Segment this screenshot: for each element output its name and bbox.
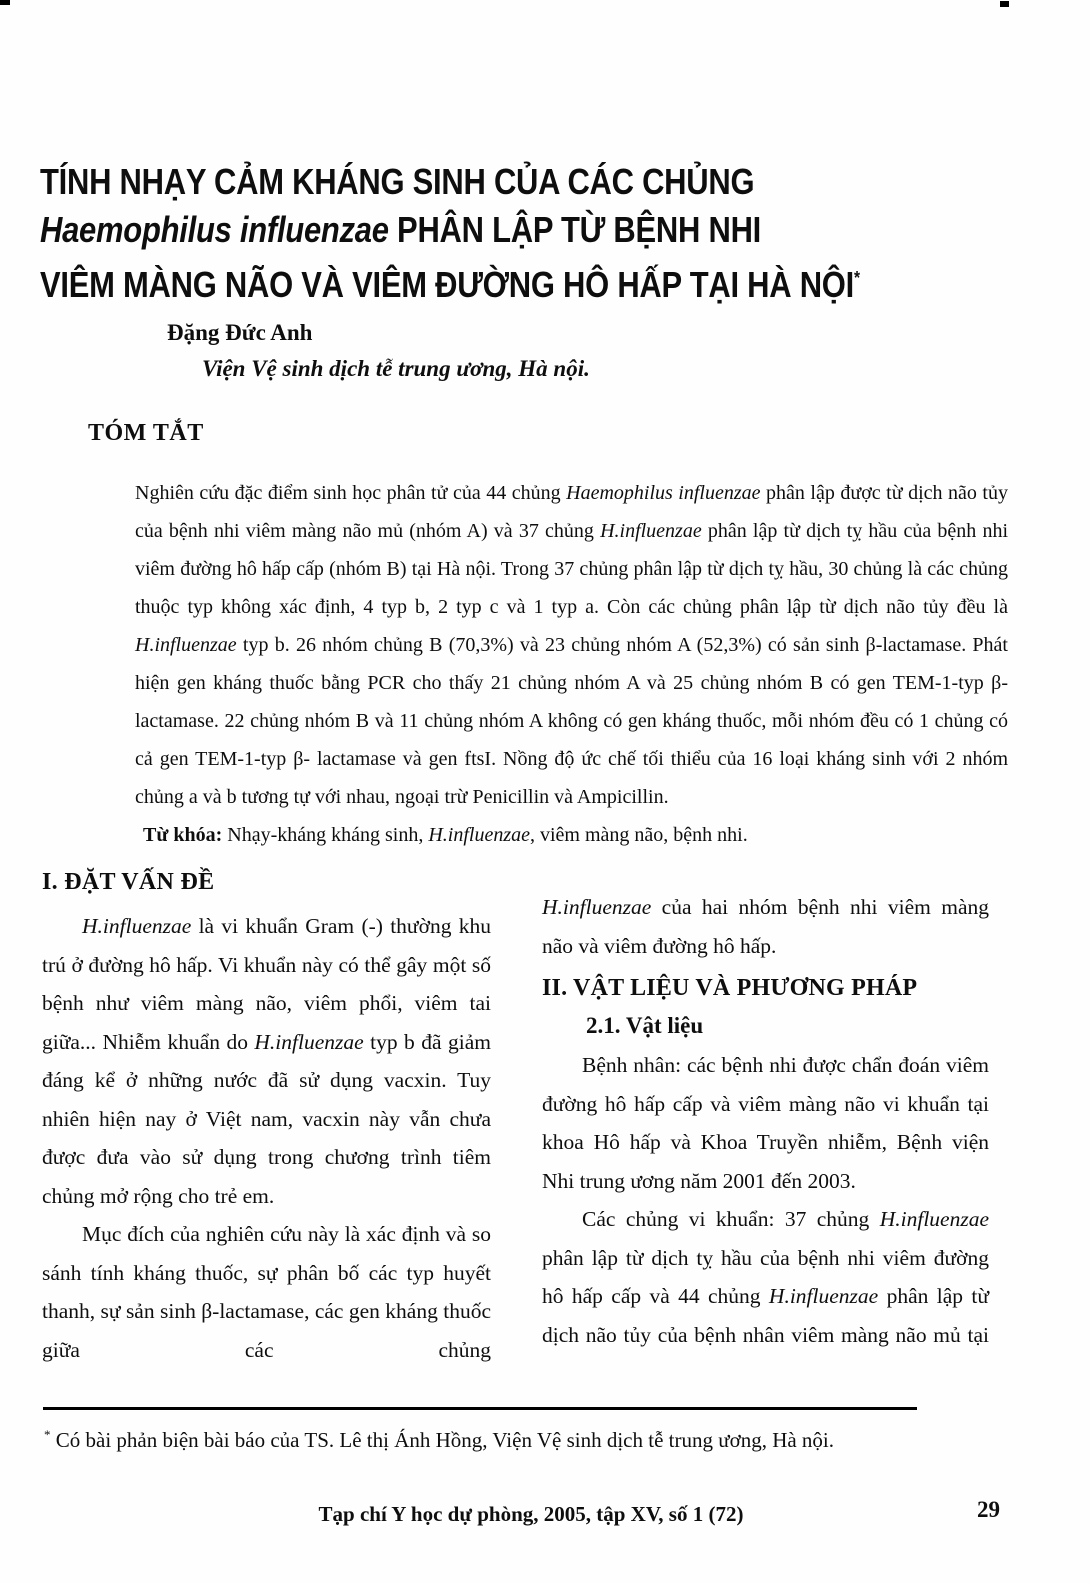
species-name-italic: H.influenzae xyxy=(600,520,702,542)
body-paragraph xyxy=(542,1046,989,1200)
author-name: Đặng Đức Anh xyxy=(167,320,313,345)
footnote-separator-rule xyxy=(43,1407,917,1410)
journal-citation: Tạp chí Y học dự phòng, 2005, tập XV, số 1 (72) xyxy=(318,1502,744,1526)
title-species-name: Haemophilus influenzae xyxy=(40,209,389,250)
body-paragraph xyxy=(542,1200,989,1354)
title-text: PHÂN LẬP TỪ BỆNH NHI xyxy=(388,209,762,250)
scan-artifact-top-left xyxy=(0,0,10,5)
article-title-line3 xyxy=(40,254,909,309)
section-2-heading: II. VẬT LIỆU VÀ PHƯƠNG PHÁP xyxy=(542,975,918,1001)
body-text: Bệnh nhân: các bệnh nhi được chẩn đoán viêm đường hô hấp cấp và viêm màng não vi khuẩn tại khoa Hô hấp và Khoa Truyền nhiễm, Bệnh viện Nhi trung ương năm 2001 đến 2003. xyxy=(542,1053,989,1193)
right-column xyxy=(542,888,989,1354)
body-text: của hai nhóm bệnh nhi viêm màng não và viêm đường hô hấp. xyxy=(542,895,989,958)
abstract-text: typ b. 26 nhóm chủng B (70,3%) và 23 chủng nhóm A (52,3%) có sản sinh β-lactamase. Phát hiện gen kháng thuốc bằng PCR cho thấy 21 chủng nhóm A và 25 chủng nhóm B có gen TEM-1-typ β- lactamase. 22 chủng nhóm B và 11 chủng nhóm A không có gen kháng thuốc, mỗi nhóm đều có 1 chủng có cả gen TEM-1-typ β- lactamase và gen ftsI. Nồng độ ức chế tối thiểu của 16 loại kháng sinh với 2 nhóm chủng a và b tương tự với nhau, ngoại trừ Penicillin và Ampicillin. xyxy=(135,634,1008,808)
body-paragraph-continuation xyxy=(542,888,989,965)
scan-artifact-top-right xyxy=(1000,1,1009,7)
keywords-text: Nhạy-kháng kháng sinh, xyxy=(222,824,429,846)
body-paragraph xyxy=(42,1215,491,1369)
keywords-label: Từ khóa: xyxy=(143,824,223,846)
species-name-italic: H.influenzae xyxy=(428,824,530,846)
body-text: typ b đã giảm đáng kể ở những nước đã sử dụng vacxin. Tuy nhiên hiện nay ở Việt nam, vacxin này vẫn chưa được đưa vào sử dụng trong chương trình tiêm chủng mở rộng cho trẻ em. xyxy=(42,1029,491,1208)
body-paragraph xyxy=(42,907,491,1215)
keywords-line xyxy=(135,816,1008,854)
article-title-line2 xyxy=(40,206,909,254)
body-text: phân lập từ dịch tỵ hầu của bệnh nhi viêm đường hô hấp cấp và 44 chủng xyxy=(542,1245,989,1308)
abstract-text: Nghiên cứu đặc điểm sinh học phân tử của 44 chủng xyxy=(135,482,567,504)
body-text: Mục đích của nghiên cứu này là xác định và so sánh tính kháng thuốc, sự phân bố các typ huyết thanh, sự sản sinh β-lactamase, các gen kháng thuốc giữa các chủng xyxy=(42,1222,491,1362)
species-name-italic: Haemophilus influenzae xyxy=(566,482,761,504)
species-name-italic: H.influenzae xyxy=(254,1029,364,1054)
species-name-italic: H.influenzae xyxy=(135,634,237,656)
abstract-block xyxy=(135,474,1008,854)
title-text: VIÊM MÀNG NÃO VÀ VIÊM ĐƯỜNG HÔ HẤP TẠI HÀ NỘI xyxy=(40,264,854,305)
left-column xyxy=(42,866,491,1369)
abstract-heading: TÓM TẮT xyxy=(88,420,204,446)
footnote-marker: * xyxy=(44,1427,51,1442)
page-number: 29 xyxy=(977,1497,1000,1522)
title-footnote-marker: * xyxy=(853,268,860,288)
keywords-text: , viêm màng não, bệnh nhi. xyxy=(529,824,748,846)
species-name-italic: H.influenzae xyxy=(542,895,652,919)
section-2-1-subheading: 2.1. Vật liệu xyxy=(586,1013,704,1038)
footnote-text: Có bài phản biện bài báo của TS. Lê thị Ánh Hồng, Viện Vệ sinh dịch tễ trung ương, Hà nội. xyxy=(50,1428,835,1452)
title-text: TÍNH NHẠY CẢM KHÁNG SINH CỦA CÁC CHỦNG xyxy=(40,161,755,202)
section-1-heading: I. ĐẶT VẤN ĐỀ xyxy=(42,869,215,895)
article-title xyxy=(40,158,909,309)
article-title-line1 xyxy=(40,158,909,206)
body-text: Các chủng vi khuẩn: 37 chủng xyxy=(582,1207,880,1231)
author-affiliation: Viện Vệ sinh dịch tễ trung ương, Hà nội. xyxy=(202,356,590,381)
abstract-text: phân lập được từ dịch não tủy của bệnh nhi viêm màng não mủ (nhóm A) và 37 chủng xyxy=(135,482,1008,542)
body-text: phân lập từ dịch não tủy của bệnh nhân viêm màng não mủ tại xyxy=(542,1284,989,1347)
species-name-italic: H.influenzae xyxy=(768,1284,879,1308)
species-name-italic: H.influenzae xyxy=(879,1207,989,1231)
species-name-italic: H.influenzae xyxy=(82,914,192,938)
abstract-paragraph xyxy=(135,474,1008,816)
body-text: là vi khuẩn Gram (-) thường khu trú ở đường hô hấp. Vi khuẩn này có thể gây một số bệnh như viêm màng não, viêm phổi, viêm tai giữa... Nhiễm khuẩn do xyxy=(42,914,491,1054)
footnote xyxy=(44,1420,1014,1455)
abstract-text: phân lập từ dịch tỵ hầu của bệnh nhi viêm đường hô hấp cấp (nhóm B) tại Hà nội. Trong 37 chủng phân lập từ dịch tỵ hầu, 30 chủng là các chủng thuộc typ không xác định, 4 typ b, 2 typ c và 1 typ a. Còn các chủng phân lập từ dịch não tủy đều là xyxy=(135,520,1009,618)
